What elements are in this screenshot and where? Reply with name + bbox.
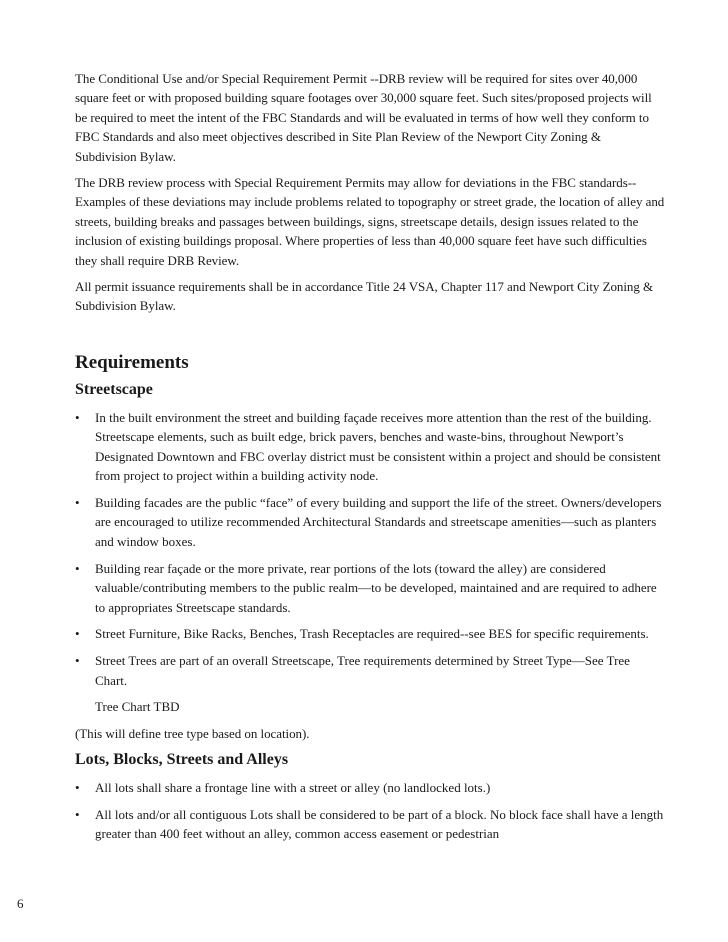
list-item: [75, 408, 665, 486]
list-item: [75, 805, 665, 844]
list-item-text: All lots and/or all contiguous Lots shall be considered to be part of a block. No block face shall have a length greater than 400 feet without an alley, common access easement or pedestrian: [95, 806, 664, 842]
list-item: [75, 559, 665, 617]
list-item-text: Street Furniture, Bike Racks, Benches, Trash Receptacles are required--see BES for specific requirements.: [95, 626, 649, 642]
conditional-use-paragraph: The Conditional Use and/or Special Requirement Permit --DRB review will be required for sites over 40,000 square feet or with proposed building square footages over 30,000 square feet. Such sites/proposed projects will be required to meet the intent of the FBC Standards and will be evaluated in terms of how well they conform to FBC Standards and also meet objectives described in Site Plan Review of the Newport City Zoning & Subdivision Bylaw.: [75, 71, 652, 164]
bullet-icon: •: [75, 626, 80, 642]
tree-type-note: (This will define tree type based on location).: [75, 725, 310, 741]
bullet-icon: •: [75, 653, 80, 669]
permit-issuance-paragraph: All permit issuance requirements shall be in accordance Title 24 VSA, Chapter 117 and Newport City Zoning & Subdivision Bylaw.: [75, 279, 654, 314]
drb-review-paragraph: The DRB review process with Special Requirement Permits may allow for deviations in the FBC standards-- Examples of these deviations may include problems related to topography or street grade, the location of alley and streets, building breaks and passages between buildings, signs, streetscape details, design issues related to the inclusion of existing buildings proposal. Where properties of less than 40,000 square feet have such difficulties they shall require DRB Review.: [75, 175, 665, 268]
bullet-icon: •: [75, 806, 80, 822]
list-item-text: Building rear façade or the more private, rear portions of the lots (toward the alley) are considered valuable/contributing members to the public realm—to be developed, maintained and are required to adhere to appropriates Streetscape standards.: [95, 560, 657, 615]
streetscape-list: [75, 408, 665, 690]
list-item-text: All lots shall share a frontage line with a street or alley (no landlocked lots.): [95, 779, 491, 795]
page-content: [75, 69, 665, 851]
list-item-text: Street Trees are part of an overall Streetscape, Tree requirements determined by Street Type—See Tree Chart.: [95, 653, 630, 688]
list-item-text: In the built environment the street and building façade receives more attention than the rest of the building. Streetscape elements, such as built edge, brick pavers, benches and waste-bins, throughout Newport’s Designated Downtown and FBC overlay district must be consistent within a project and should be consistent from project to project within a building activity node.: [95, 409, 661, 484]
list-item: [75, 651, 665, 690]
bullet-icon: •: [75, 409, 80, 425]
list-item-text: Building facades are the public “face” of every building and support the life of the street. Owners/developers are encouraged to utilize recommended Architectural Standards and streetscape amenities—such as planters and window boxes.: [95, 495, 662, 549]
bullet-icon: •: [75, 495, 80, 510]
lots-heading: Lots, Blocks, Streets and Alleys: [75, 750, 289, 768]
requirements-heading: Requirements: [75, 351, 189, 373]
streetscape-heading: Streetscape: [75, 380, 153, 398]
tree-chart-note: Tree Chart TBD: [95, 699, 180, 715]
list-item: [75, 624, 665, 643]
lots-list: [75, 778, 665, 844]
page-number: 6: [17, 896, 24, 911]
bullet-icon: •: [75, 779, 80, 795]
list-item: [75, 778, 665, 797]
list-item: [75, 493, 665, 551]
bullet-icon: •: [75, 560, 80, 576]
